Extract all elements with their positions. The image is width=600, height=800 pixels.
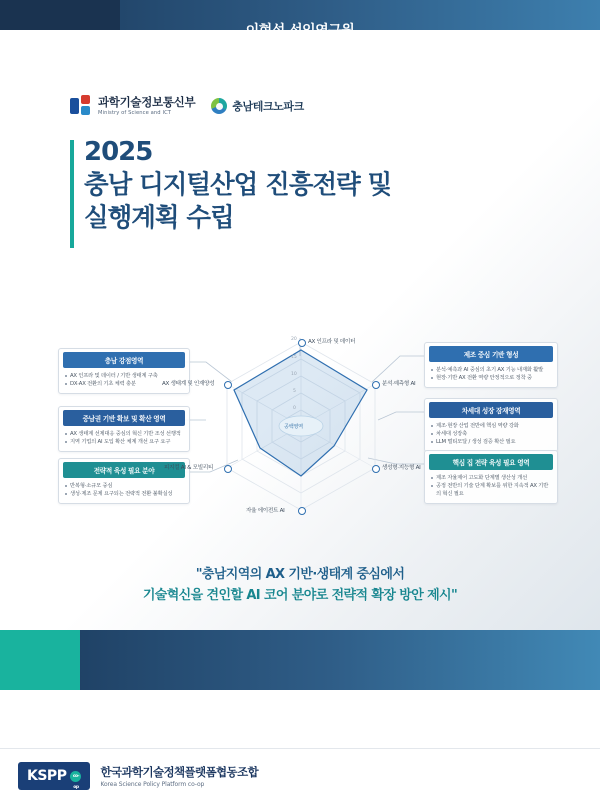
panel-right-3-list: [431, 474, 551, 499]
radar-axis-label: 피지컬 AI & 모빌리티: [164, 465, 214, 471]
author-band-accent: [0, 630, 80, 690]
panel-right-3: [424, 450, 558, 504]
radar-tick: 5: [293, 389, 296, 394]
title-accent-bar: [70, 140, 74, 248]
radar-axis-label: AX 인프라 및 데이터: [308, 339, 356, 345]
panel-left-2: [58, 406, 190, 452]
partner-mark-icon: [211, 98, 227, 114]
footer-divider: [0, 748, 600, 749]
list-item: AX 인프라 및 데이터 / 기반 생태계 구축: [65, 372, 183, 380]
list-item: 차세대 성장축: [431, 430, 551, 438]
list-item: AX 생태계 선제대응 중심의 혁신 기반 조성 선행적: [65, 430, 183, 438]
panel-right-1-list: [431, 366, 551, 382]
list-item: 제조 자율제어 고도화 단계별 생산성 개선: [431, 474, 551, 482]
title-year: 2025: [84, 137, 153, 167]
author-name: 이현석 선임연구원: [245, 23, 355, 39]
quote-line-2: 기술혁신을 견인할 AI 코어 분야로 전략적 확장 방안 제시": [142, 587, 458, 603]
panel-right-1-heading: 제조 중심 기반 형성: [429, 346, 553, 362]
radar-axis-label: 자율 에이전트 AI: [246, 508, 285, 514]
cover-quote: [0, 565, 600, 607]
org-name-kr: 한국과학기술정책플랫폼협동조합: [100, 765, 259, 779]
list-item: 반복형·소규모 중심: [65, 482, 183, 490]
panel-left-1: [58, 348, 190, 394]
panel-left-3-list: [65, 482, 183, 498]
panel-left-3-heading: 전략적 육성 필요 분야: [63, 462, 185, 478]
list-item: 분석·예측과 AI 중심의 초기 AX 기능 내재화 활발: [431, 366, 551, 374]
radar-node-dot: [372, 381, 380, 389]
ministry-logo: [70, 95, 195, 117]
list-item: 제조·현장 산업 전반에 핵심 역량 강화: [431, 422, 551, 430]
footer: [0, 752, 600, 800]
list-item: DX·AX 전환의 기초 체력 충분: [65, 380, 183, 388]
radar-node-dot: [224, 381, 232, 389]
list-item: 생성·제조 문제 요구되는 전략적 전환 불확실성: [65, 490, 183, 498]
list-item: 현장·기반 AX 전환 역량 안정적으로 정착 중: [431, 374, 551, 382]
panel-right-2-list: [431, 422, 551, 447]
panel-left-2-heading: 중남권 기반 확보 및 확산 영역: [63, 410, 185, 426]
radar-node-dot: [372, 465, 380, 473]
list-item: 지역 기업의 AI 도입 확산 체계 개선 요구 요구: [65, 438, 183, 446]
author-band: [0, 630, 600, 690]
ministry-name-en: Ministry of Science and ICT: [98, 109, 172, 116]
kspp-coop-icon: co-op: [70, 771, 81, 782]
ministry-mark-icon: [70, 95, 92, 117]
strategy-diagram: [0, 320, 600, 550]
title-line-2: 실행계획 수립: [84, 202, 234, 233]
radar-axis-label: 생성형·지능형 AI: [382, 465, 421, 471]
panel-right-2-heading: 차세대 성장 잠재영역: [429, 402, 553, 418]
radar-axis-label: AX 생태계 및 인재양성: [162, 381, 215, 387]
page-title: [84, 136, 524, 235]
radar-tick: 15: [291, 355, 297, 360]
panel-right-2: [424, 398, 558, 452]
logo-row: [70, 95, 304, 117]
partner-name: 충남테크노파크: [232, 100, 304, 113]
panel-left-1-heading: 충남 강점영역: [63, 352, 185, 368]
partner-logo: [211, 98, 304, 114]
radar-axis-label: 분석·예측형 AI: [382, 381, 416, 387]
radar-center-label: 공백영역: [284, 424, 303, 430]
list-item: LLM 멀티모달 / 생성 검증 확산 필요: [431, 438, 551, 446]
panel-right-1: [424, 342, 558, 388]
panel-left-2-list: [65, 430, 183, 446]
list-item: 공정 전반의 기술 단계 확보를 위한 지속적 AX 기반의 혁신 필요: [431, 482, 551, 498]
radar-chart: [162, 324, 421, 524]
title-line-1: 충남 디지털산업 진흥전략 및: [84, 170, 392, 201]
quote-line-1: "충남지역의 AX 기반·생태계 중심에서: [195, 567, 405, 582]
ministry-name-kr: 과학기술정보통신부: [98, 95, 196, 110]
panel-right-3-heading: 핵심 집 전략 육성 필요 영역: [429, 454, 553, 470]
kspp-badge-text: KSPP: [27, 768, 67, 784]
radar-node-dot: [298, 507, 306, 515]
radar-node-dot: [298, 339, 306, 347]
radar-node-dot: [224, 465, 232, 473]
radar-tick: 10: [291, 372, 297, 377]
radar-tick: 0: [293, 406, 296, 411]
radar-tick: 20: [291, 337, 297, 342]
kspp-logo: [18, 762, 90, 790]
org-name-en: Korea Science Policy Platform co-op: [100, 781, 205, 788]
